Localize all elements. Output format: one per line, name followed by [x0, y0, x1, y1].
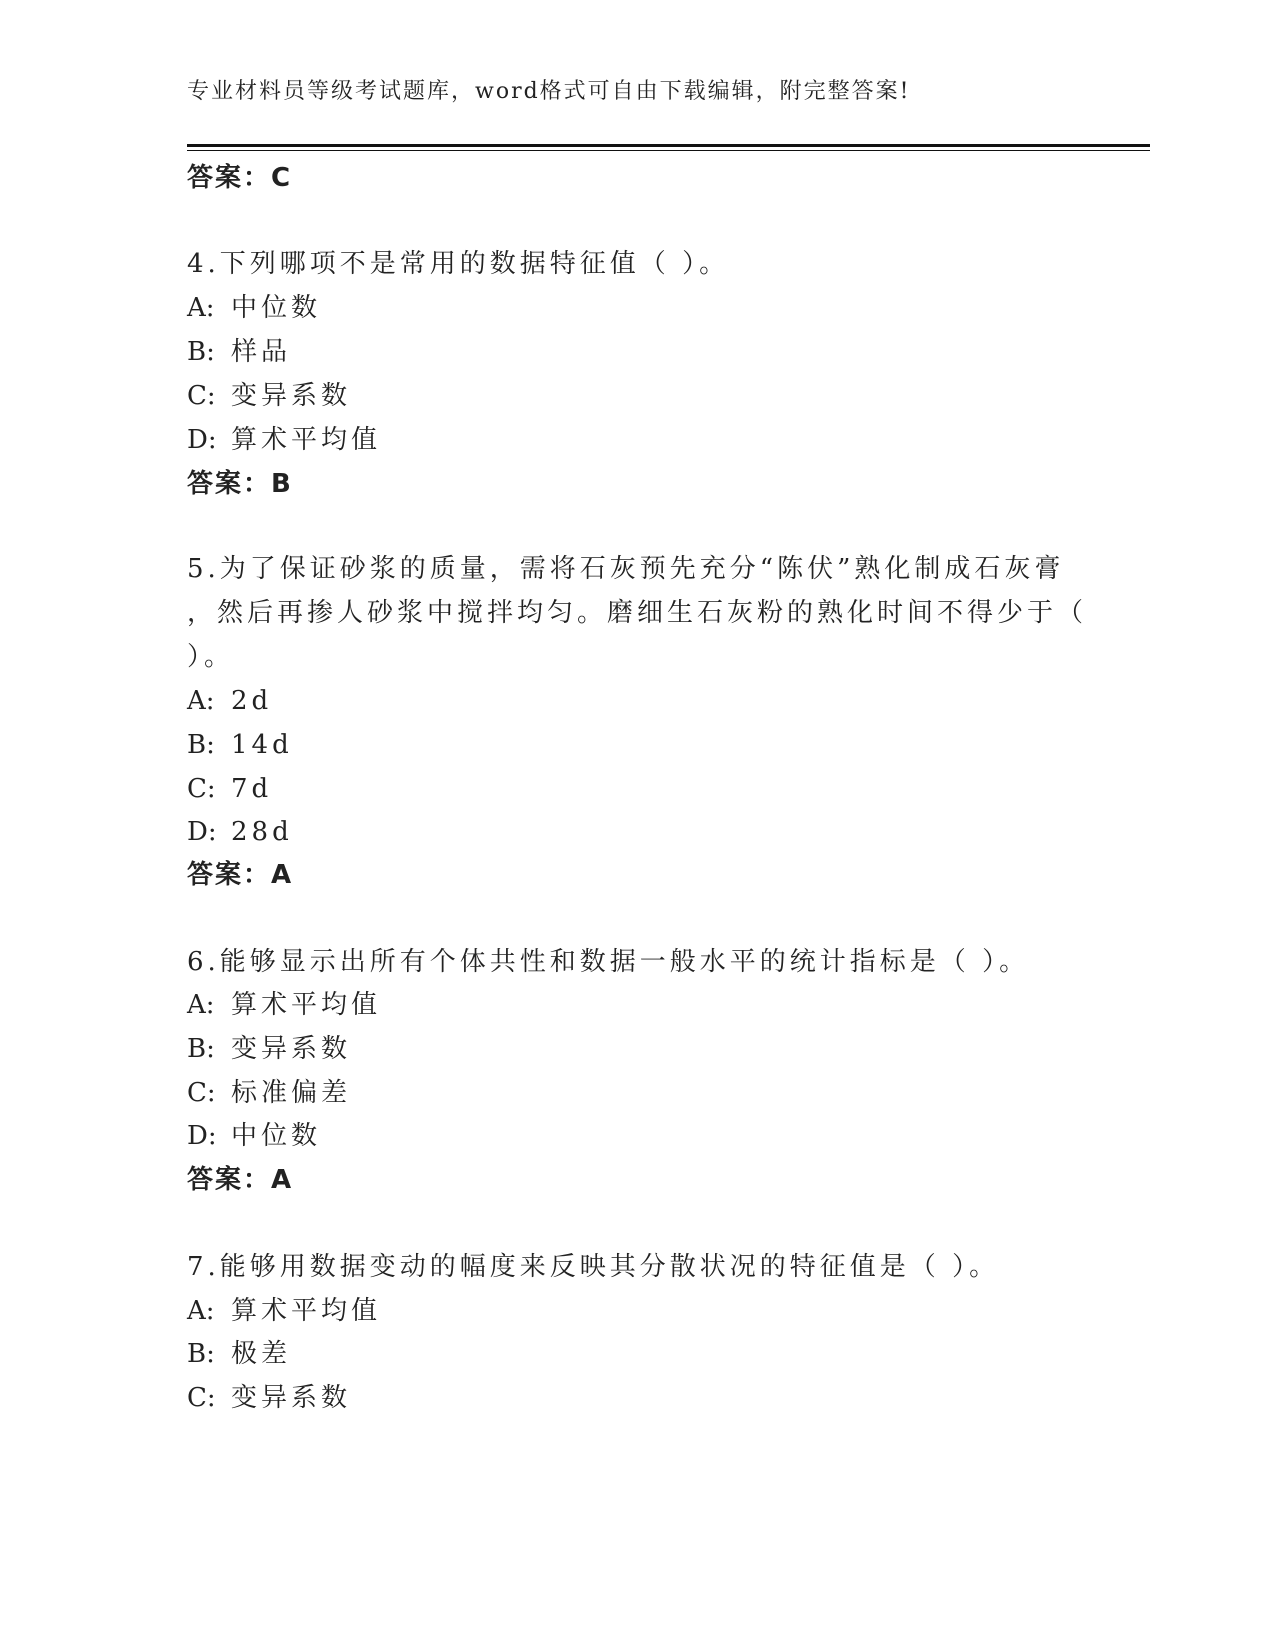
option-letter: B:	[187, 1339, 215, 1369]
option-a	[187, 1291, 1087, 1331]
option-letter: D:	[187, 1121, 217, 1151]
option-text: 7d	[231, 774, 273, 804]
question-5-line-1: 5.为了保证砂浆的质量，需将石灰预先充分“陈伏”熟化制成石灰膏	[187, 554, 1065, 584]
answer-line: 答案：B	[187, 469, 293, 499]
option-text: 标准偏差	[231, 1078, 352, 1108]
option-text: 变异系数	[231, 381, 352, 411]
option-b	[187, 332, 1087, 372]
option-letter: D:	[187, 425, 217, 455]
question-4: 4.下列哪项不是常用的数据特征值（ ）。	[187, 249, 730, 279]
answer-line: 答案：A	[187, 860, 294, 890]
option-a	[187, 985, 1087, 1025]
option-d	[187, 1116, 1087, 1156]
question-6: 6.能够显示出所有个体共性和数据一般水平的统计指标是（ ）。	[187, 947, 1030, 977]
option-text: 算术平均值	[231, 425, 382, 455]
option-letter: B:	[187, 1034, 215, 1064]
option-b	[187, 1029, 1087, 1069]
option-letter: A:	[187, 686, 215, 716]
question-7: 7.能够用数据变动的幅度来反映其分散状况的特征值是（ ）。	[187, 1252, 1000, 1282]
option-letter: C:	[187, 774, 216, 804]
option-text: 样品	[231, 337, 292, 367]
option-text: 极差	[231, 1339, 292, 1369]
option-c	[187, 376, 1087, 416]
option-letter: B:	[187, 730, 215, 760]
option-text: 算术平均值	[231, 1296, 382, 1326]
option-letter: A:	[187, 293, 215, 323]
option-text: 变异系数	[231, 1383, 352, 1413]
header-divider	[187, 144, 1150, 147]
option-letter: B:	[187, 337, 215, 367]
option-text: 变异系数	[231, 1034, 352, 1064]
option-text: 28d	[231, 817, 293, 847]
option-b	[187, 1334, 1087, 1374]
option-text: 算术平均值	[231, 990, 382, 1020]
option-letter: D:	[187, 817, 217, 847]
option-letter: C:	[187, 1078, 216, 1108]
option-text: 中位数	[231, 293, 322, 323]
question-5-line-2: ，然后再掺人砂浆中搅拌均匀。磨细生石灰粉的熟化时间不得少于（	[187, 598, 1088, 628]
option-b	[187, 725, 1087, 765]
option-a	[187, 681, 1087, 721]
question-5-line-3: ）。	[187, 642, 235, 672]
option-letter: A:	[187, 990, 215, 1020]
answer-line: 答案：A	[187, 1165, 294, 1195]
option-d	[187, 812, 1087, 852]
option-d	[187, 420, 1087, 460]
option-a	[187, 288, 1087, 328]
answer-line: 答案：C	[187, 163, 293, 193]
option-text: 中位数	[231, 1121, 322, 1151]
option-c	[187, 1378, 1087, 1418]
header-divider-thin	[187, 150, 1150, 151]
option-text: 2d	[231, 686, 273, 716]
option-text: 14d	[231, 730, 293, 760]
option-letter: A:	[187, 1296, 215, 1326]
option-c	[187, 1073, 1087, 1113]
option-letter: C:	[187, 1383, 216, 1413]
option-c	[187, 769, 1087, 809]
page-header: 专业材料员等级考试题库，word格式可自由下载编辑，附完整答案!	[187, 79, 911, 104]
option-letter: C:	[187, 381, 216, 411]
